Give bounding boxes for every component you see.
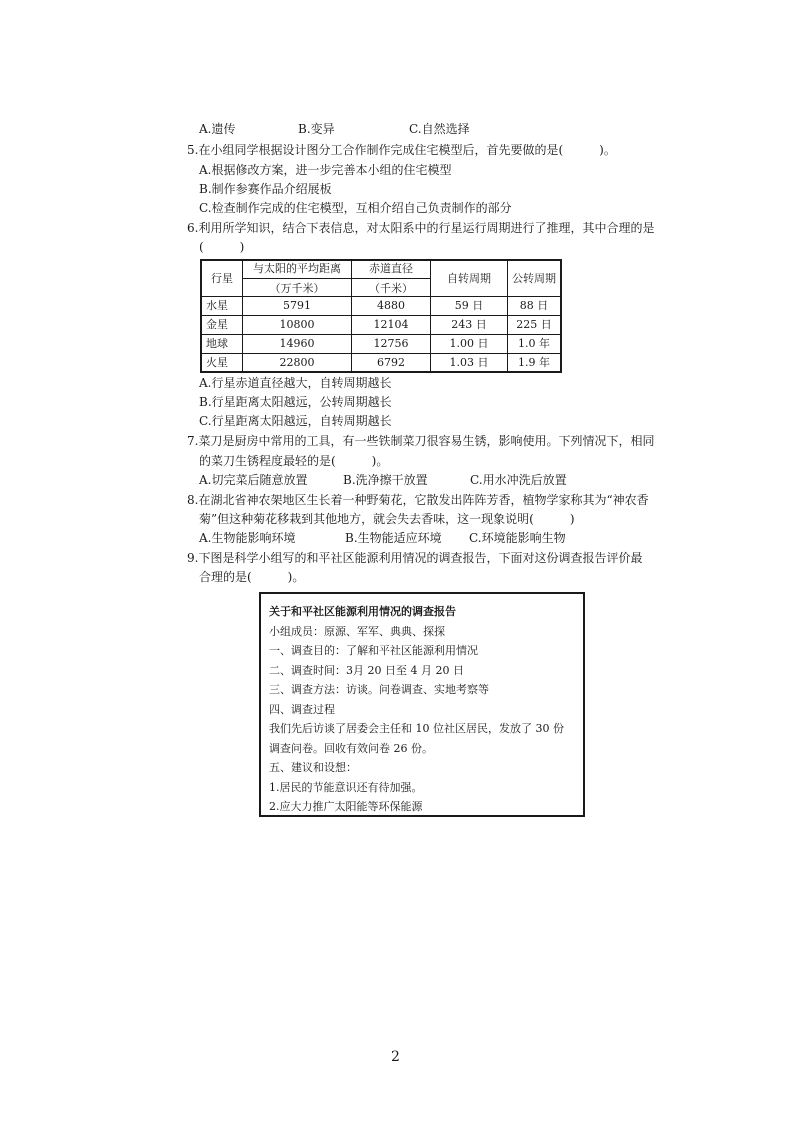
q5-stem: 5.在小组同学根据设计图分工合作制作完成住宅模型后，首先要做的是( )。 — [187, 143, 616, 157]
page-number: 2 — [391, 1049, 400, 1065]
survey-report-box — [259, 592, 585, 817]
table-header-cell: 赤道直径 （千米） — [352, 260, 431, 296]
report-line: 调查问卷。回收有效问卷 26 份。 — [269, 741, 433, 755]
table-header-cell: 行星 — [201, 260, 243, 296]
table-cell: 243 日 — [431, 315, 508, 334]
table-cell: 59 日 — [431, 296, 508, 315]
q9-stem-line1: 9.下图是科学小组写的和平社区能源利用情况的调查报告，下面对这份调查报告评价最 — [187, 551, 643, 565]
q7-stem-line2: 的菜刀生锈程度最轻的是( )。 — [199, 454, 389, 468]
table-cell: 1.03 日 — [431, 353, 508, 372]
table-row — [201, 315, 561, 334]
table-cell: 14960 — [243, 334, 352, 353]
table-cell: 12756 — [352, 334, 431, 353]
table-cell: 1.9 年 — [508, 353, 562, 372]
q6-option-a[interactable]: A.行星赤道直径越大，自转周期越长 — [199, 376, 392, 390]
q4-option-a[interactable]: A.遗传 — [199, 122, 236, 136]
q8-option-c[interactable]: C.环境能影响生物 — [469, 531, 566, 545]
q6-option-b[interactable]: B.行星距离太阳越远，公转周期越长 — [199, 395, 392, 409]
table-cell: 22800 — [243, 353, 352, 372]
table-row — [201, 296, 561, 315]
report-line: 三、调查方法：访谈。问卷调查、实地考察等 — [269, 683, 489, 696]
q7-option-a[interactable]: A.切完菜后随意放置 — [199, 473, 308, 487]
table-header-cell: 公转周期 — [508, 260, 562, 296]
q8-option-a[interactable]: A.生物能影响环境 — [199, 531, 296, 545]
q6-option-c[interactable]: C.行星距离太阳越远，自转周期越长 — [199, 414, 392, 428]
q8-option-b[interactable]: B.生物能适应环境 — [345, 531, 442, 545]
q7-option-c[interactable]: C.用水冲洗后放置 — [470, 473, 567, 487]
table-cell: 1.00 日 — [431, 334, 508, 353]
q6-stem-line2: ( ) — [199, 240, 245, 254]
table-cell: 水星 — [201, 296, 243, 315]
table-cell: 88 日 — [508, 296, 562, 315]
table-header-cell: 自转周期 — [431, 260, 508, 296]
table-cell: 1.0 年 — [508, 334, 562, 353]
report-title: 关于和平社区能源利用情况的调查报告 — [269, 605, 456, 618]
q5-option-b[interactable]: B.制作参赛作品介绍展板 — [199, 182, 332, 196]
report-line: 一、调查目的：了解和平社区能源利用情况 — [269, 644, 478, 657]
report-line: 我们先后访谈了居委会主任和 10 位社区居民，发放了 30 份 — [269, 722, 564, 735]
report-line: 二、调查时间：3月 20 日至 4 月 20 日 — [269, 663, 464, 677]
report-line: 小组成员：原源、军军、典典、探探 — [269, 624, 445, 638]
q7-stem-line1: 7.菜刀是厨房中常用的工具，有一些铁制菜刀很容易生锈，影响使用。下列情况下，相同 — [187, 434, 655, 448]
q5-option-c[interactable]: C.检查制作完成的住宅模型，互相介绍自己负责制作的部分 — [199, 201, 512, 215]
table-row — [201, 353, 561, 372]
table-cell: 12104 — [352, 315, 431, 334]
q6-stem-line1: 6.利用所学知识，结合下表信息，对太阳系中的行星运行周期进行了推理，其中合理的是 — [187, 221, 655, 235]
planet-data-table — [200, 259, 562, 373]
q4-option-b[interactable]: B.变异 — [298, 122, 335, 136]
q5-option-a[interactable]: A.根据修改方案，进一步完善本小组的住宅模型 — [199, 163, 452, 177]
report-line: 四、调查过程 — [269, 702, 335, 716]
table-cell: 4880 — [352, 296, 431, 315]
table-cell: 5791 — [243, 296, 352, 315]
report-line: 1.居民的节能意识还有待加强。 — [269, 780, 423, 794]
q8-stem-line2: 菊”但这种菊花移栽到其他地方，就会失去香味，这一现象说明( ) — [199, 512, 575, 526]
table-header-cell: 与太阳的平均距离 （万千米） — [243, 260, 352, 296]
table-cell: 10800 — [243, 315, 352, 334]
table-row — [201, 334, 561, 353]
q4-option-c[interactable]: C.自然选择 — [409, 122, 470, 136]
table-cell: 6792 — [352, 353, 431, 372]
table-cell: 金星 — [201, 315, 243, 334]
table-cell: 地球 — [201, 334, 243, 353]
q7-option-b[interactable]: B.洗净擦干放置 — [343, 473, 428, 487]
table-header-row — [201, 260, 561, 296]
q9-stem-line2: 合理的是( )。 — [199, 570, 305, 584]
report-line: 五、建议和设想： — [269, 761, 357, 774]
table-cell: 225 日 — [508, 315, 562, 334]
report-line: 2.应大力推广太阳能等环保能源 — [269, 800, 423, 813]
q8-stem-line1: 8.在湖北省神农架地区生长着一种野菊花，它散发出阵阵芳香，植物学家称其为“神农香 — [187, 493, 649, 507]
table-cell: 火星 — [201, 353, 243, 372]
